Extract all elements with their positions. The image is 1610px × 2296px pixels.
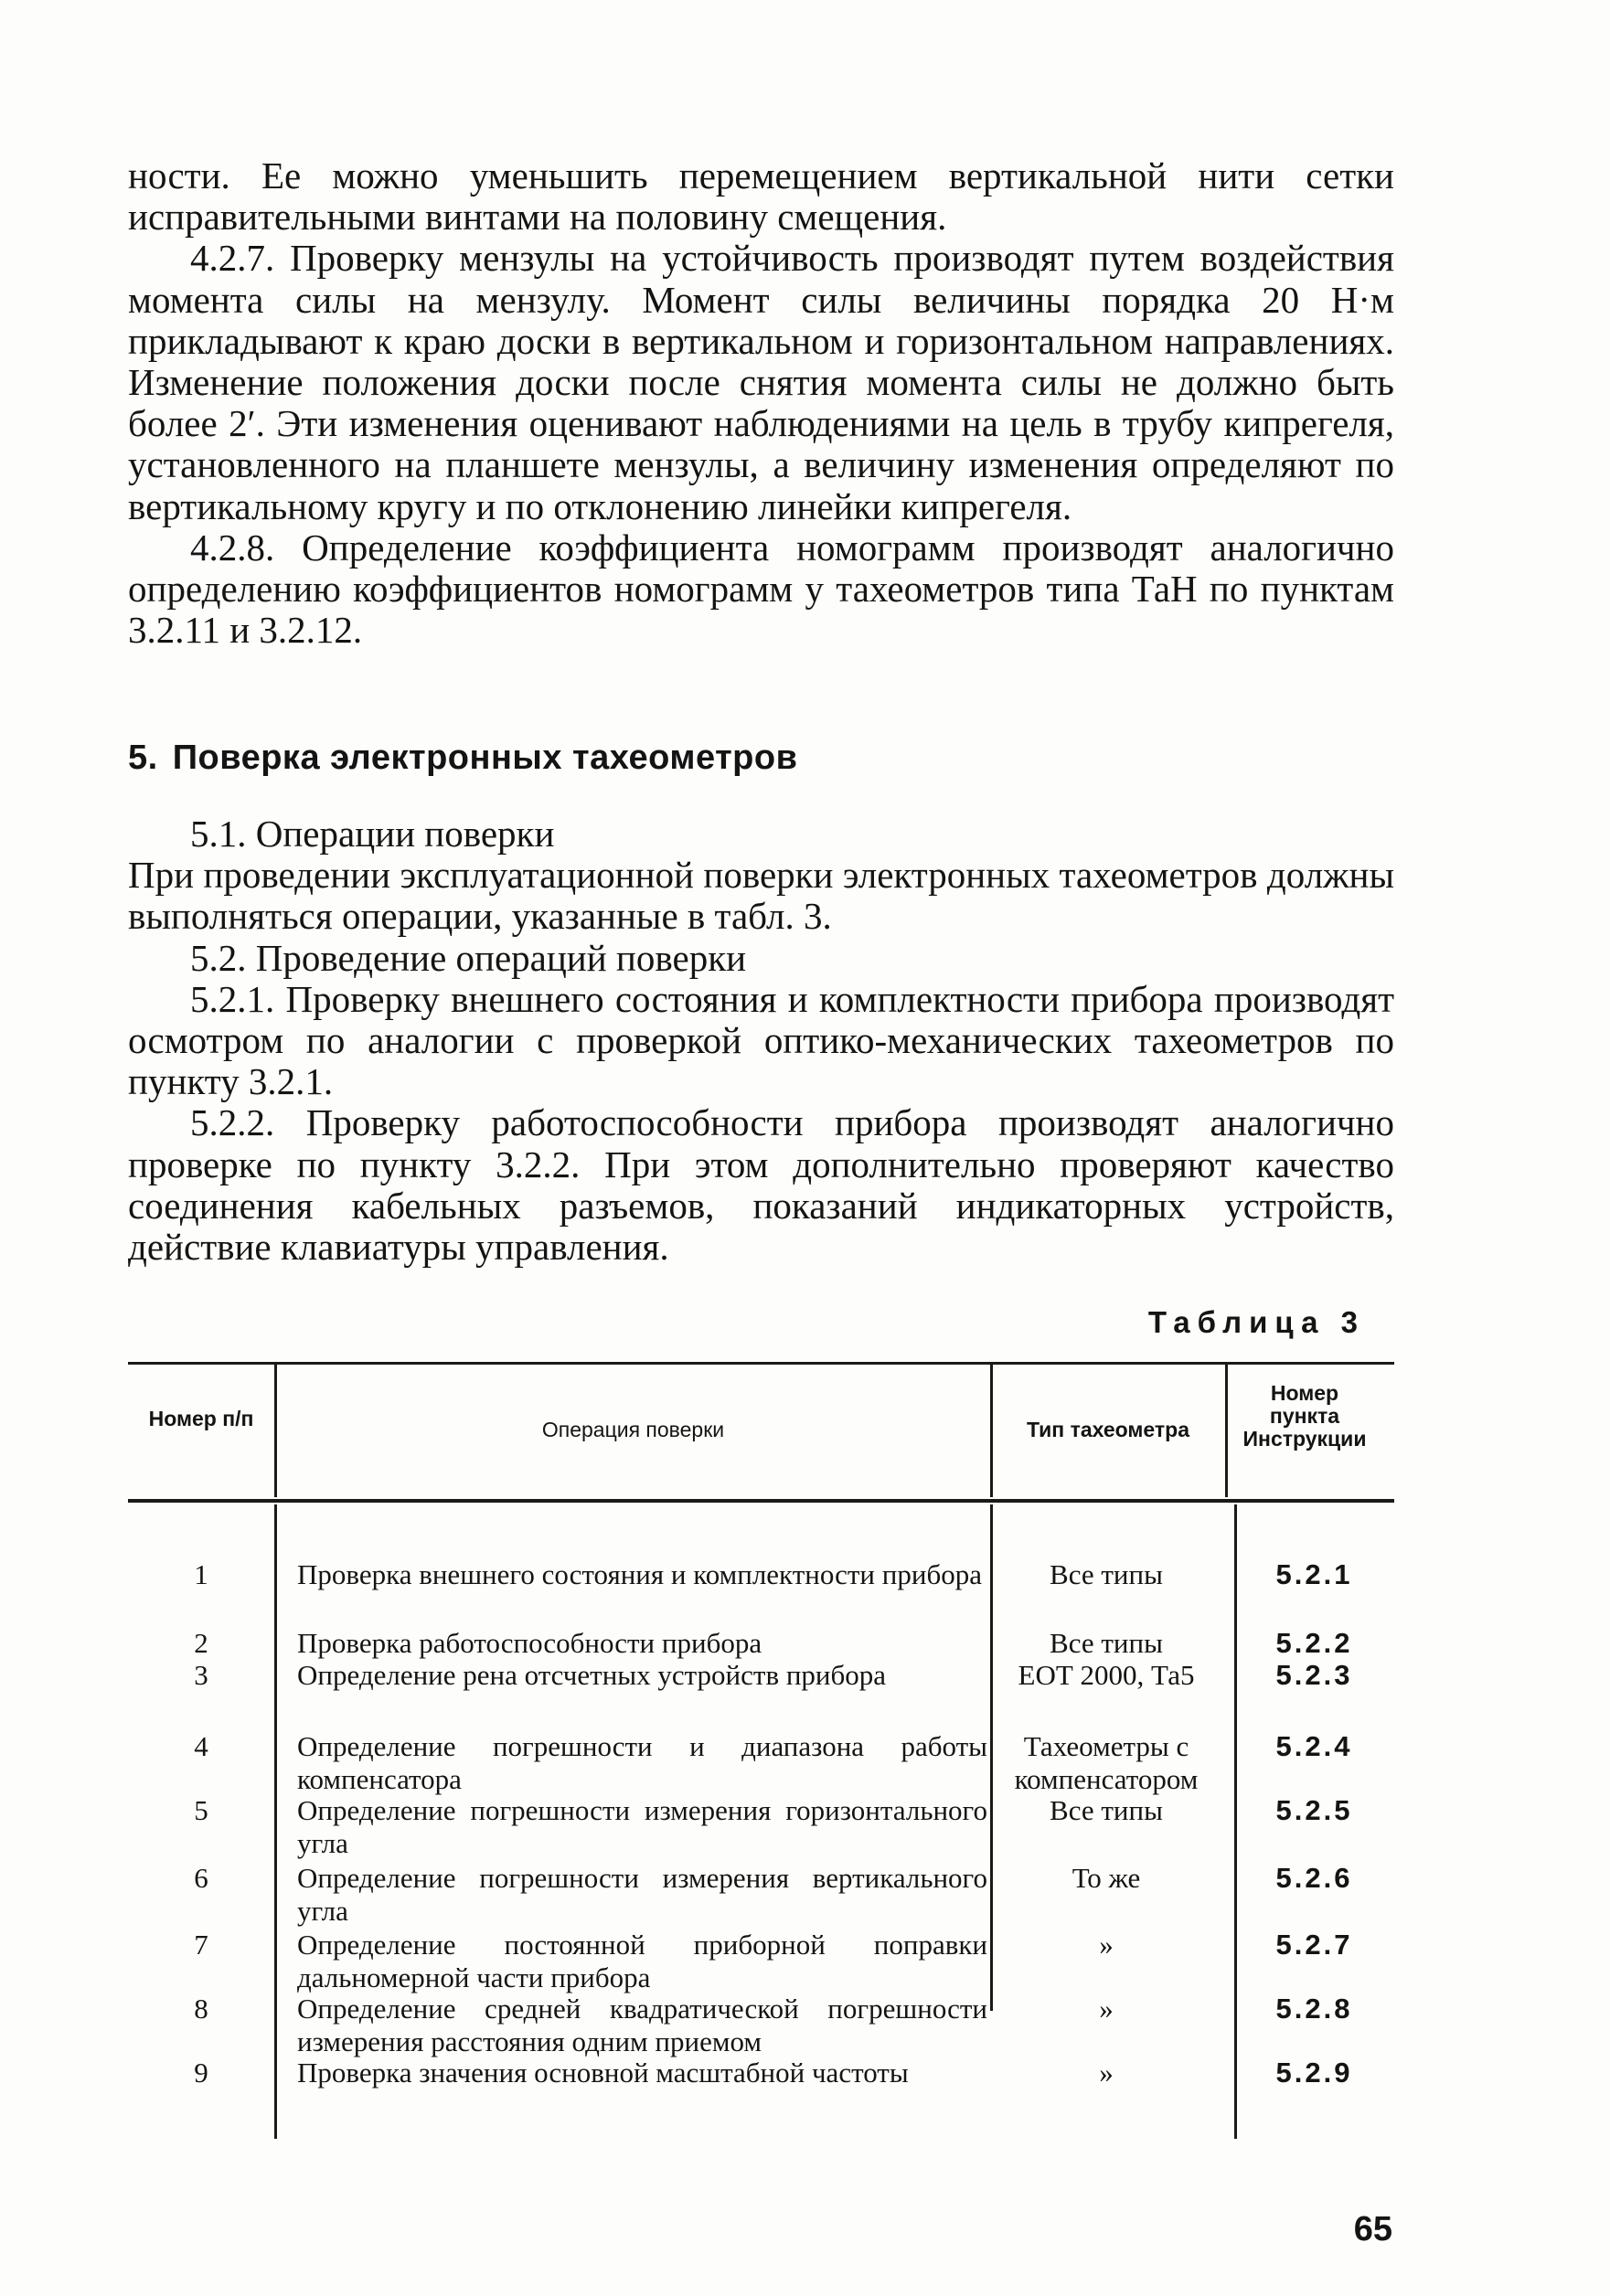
table-header-rule bbox=[128, 1499, 1394, 1503]
row-instrument-type: То же bbox=[1072, 1862, 1141, 1894]
row-instrument-type: ЕОТ 2000, Та5 bbox=[1018, 1659, 1195, 1691]
paragraph-continuation: ности. Ее можно уменьшить перемещением вертикальной нити сетки исправительными винтами на половину смещения. bbox=[128, 154, 1394, 239]
table-caption: Таблица 3 bbox=[1147, 1305, 1365, 1339]
row-point-number: 5.2.1 bbox=[1275, 1558, 1353, 1590]
row-number: 6 bbox=[194, 1862, 208, 1894]
row-number: 9 bbox=[194, 2057, 208, 2089]
row-point-number: 5.2.3 bbox=[1275, 1659, 1353, 1691]
row-instrument-type: » bbox=[1099, 1929, 1114, 1961]
row-number: 3 bbox=[194, 1659, 208, 1691]
row-operation: Определение погрешности и диапазона работы компенсатора bbox=[297, 1730, 987, 1795]
paragraph-5-1-body: При проведении эксплуатационной поверки электронных тахеометров должны выполняться операции, указанные в табл. 3. bbox=[128, 854, 1394, 938]
row-number: 4 bbox=[194, 1730, 208, 1762]
row-instrument-type: Все типы bbox=[1050, 1794, 1163, 1826]
row-operation: Определение средней квадратической погрешности измерения расстояния одним приемом bbox=[297, 1993, 987, 2057]
row-instrument-type: Все типы bbox=[1050, 1558, 1163, 1590]
paragraph-4-2-8: 4.2.8. Определение коэффициента номограмм производят аналогично определению коэффициентов номограмм у тахеометров типа ТаН по пунктам 3.2.11 и 3.2.12. bbox=[128, 526, 1394, 652]
body-text-top bbox=[128, 155, 1394, 651]
table-top-rule bbox=[128, 1362, 1394, 1365]
section-number: 5. bbox=[128, 739, 158, 777]
paragraph-5-2: 5.2. Проведение операций поверки bbox=[190, 936, 747, 979]
row-point-number: 5.2.9 bbox=[1275, 2057, 1353, 2089]
body-divider-1 bbox=[274, 1504, 277, 2139]
paragraph-5-1: 5.1. Операции поверки bbox=[190, 813, 555, 855]
page-number: 65 bbox=[1353, 2210, 1392, 2248]
row-number: 2 bbox=[194, 1627, 208, 1659]
table-3 bbox=[128, 1362, 1394, 2139]
header-operation: Операция поверки bbox=[541, 1418, 725, 1441]
row-operation: Проверка внешнего состояния и комплектности прибора bbox=[297, 1558, 982, 1590]
paragraph-5-2-2: 5.2.2. Проверку работоспособности прибора производят аналогично проверке по пункту 3.2.2. При этом дополнительно проверяют качество соединения кабельных разъемов, показаний индикаторных устройств, действие клавиатуры управления. bbox=[128, 1101, 1394, 1269]
row-instrument-type: Все типы bbox=[1050, 1627, 1163, 1659]
row-number: 5 bbox=[194, 1794, 208, 1826]
header-divider-1 bbox=[274, 1365, 277, 1497]
body-text-section-5 bbox=[128, 813, 1394, 1268]
header-divider-3 bbox=[1225, 1365, 1228, 1497]
header-divider-2 bbox=[990, 1365, 993, 1497]
header-point: Номер пункта Инструкции bbox=[1242, 1381, 1367, 1451]
section-heading bbox=[128, 739, 797, 778]
row-instrument-type: » bbox=[1099, 1993, 1114, 2025]
row-number: 8 bbox=[194, 1993, 208, 2025]
row-point-number: 5.2.6 bbox=[1275, 1862, 1353, 1894]
header-type: Тип тахеометра bbox=[1026, 1418, 1189, 1441]
section-title: Поверка электронных тахеометров bbox=[172, 739, 798, 777]
row-operation: Определение постоянной приборной поправки дальномерной части прибора bbox=[297, 1929, 987, 1993]
row-operation: Определение погрешности измерения горизонтального угла bbox=[297, 1794, 987, 1859]
row-instrument-type: Тахеометры с компенсатором bbox=[1014, 1730, 1199, 1795]
row-point-number: 5.2.2 bbox=[1275, 1627, 1353, 1659]
row-point-number: 5.2.8 bbox=[1275, 1993, 1353, 2025]
paragraph-4-2-7: 4.2.7. Проверку мензулы на устойчивость производят путем воздействия момента силы на мензулу. Момент силы величины порядка 20 Н·м прикладывают к краю доски в вертикальном и горизонтальном направлениях. Изменение положения доски после снятия момента силы не должно быть более 2′. Эти изменения оценивают наблюдениями на цель в трубу кипрегеля, установленного на планшете мензулы, а величину изменения определяют по вертикальному кругу и по отклонению линейки кипрегеля. bbox=[128, 237, 1394, 527]
row-operation: Проверка работоспособности прибора bbox=[297, 1627, 762, 1659]
header-num: Номер п/п bbox=[148, 1407, 254, 1430]
row-point-number: 5.2.7 bbox=[1275, 1929, 1353, 1961]
row-operation: Определение рена отсчетных устройств прибора bbox=[297, 1659, 887, 1691]
row-point-number: 5.2.4 bbox=[1275, 1730, 1353, 1762]
row-number: 7 bbox=[194, 1929, 208, 1961]
row-number: 1 bbox=[194, 1558, 208, 1590]
paragraph-5-2-1: 5.2.1. Проверку внешнего состояния и комплектности прибора производят осмотром по аналогии с проверкой оптико-механических тахеометров по пункту 3.2.1. bbox=[128, 977, 1394, 1103]
row-operation: Проверка значения основной масштабной частоты bbox=[297, 2057, 909, 2089]
row-instrument-type: » bbox=[1099, 2057, 1114, 2089]
row-point-number: 5.2.5 bbox=[1275, 1794, 1353, 1826]
row-operation: Определение погрешности измерения вертикального угла bbox=[297, 1862, 987, 1927]
